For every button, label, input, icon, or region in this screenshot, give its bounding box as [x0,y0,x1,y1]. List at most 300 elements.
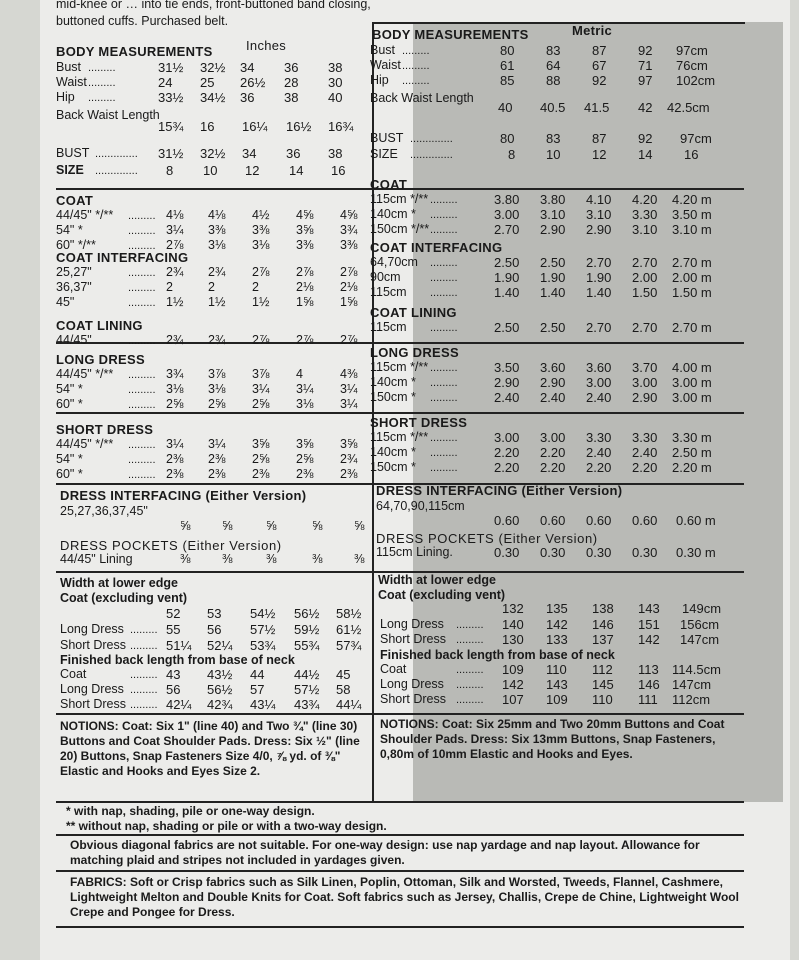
row-value: 55¾ [294,638,320,653]
row-value: 1½ [166,295,184,309]
row-value: 3.00 [494,207,520,222]
value: ⅜ [266,552,277,566]
leader-dots: ......... [456,679,484,691]
row-value: 44 [250,667,265,682]
value: 149cm [682,601,722,616]
value: 97cm [680,131,712,146]
section-title: COAT [56,193,94,208]
value: 53 [207,606,222,621]
row-value: 2⅝ [208,397,226,411]
row-value: 2⅛ [296,280,314,294]
value: 0.30 m [676,545,716,560]
row-value: 2.90 [586,222,612,237]
row-value: 2⅝ [252,452,270,466]
row-value: 44¼ [336,697,362,712]
leader-dots: ......... [88,92,116,104]
row-value: 2.40 [586,445,612,460]
label: BUST [370,131,404,145]
row-label: 115cm [370,320,407,334]
row-value: 57 [250,682,265,697]
leader-dots: ......... [128,225,156,237]
row-value: 2⅜ [296,467,314,481]
row-value: 3.30 [632,207,658,222]
section-title: COAT [370,177,408,192]
section-title: SHORT DRESS [370,415,468,430]
leader-dots: ......... [128,267,156,279]
section-title: COAT INTERFACING [370,240,503,255]
label: 44/45" Lining [60,552,133,566]
row-value: 2⅞ [296,333,314,347]
row-label: Long Dress [60,682,124,696]
row-value: 2.50 [540,255,566,270]
row-label: 64,70cm [370,255,418,269]
row-value: 2.20 [540,445,566,460]
row-value: 2⅜ [208,467,226,481]
row-value: 3.80 [540,192,566,207]
leader-dots: ......... [430,272,458,284]
row-value: 83 [546,43,561,58]
value: 54½ [250,606,276,621]
fabrics-list: FABRICS: Soft or Crisp fabrics such as Silk Linen, Poplin, Ottoman, Silk and Worsted, Tweeds, Flannel, Cashmere, Lightweight Melton and Double Knits for Coat. Soft fabrics such as Jersey, Challis, Crepe de Chine, Lightweight Wool Crepe and Pongee for Dress. [70,875,739,919]
row-value: 137 [592,632,614,647]
value: 42.5cm [667,100,710,115]
row-value: 80 [500,43,515,58]
leader-dots: ......... [430,392,458,404]
row-label: 54" * [56,382,83,396]
inches-body-heading: BODY MEASUREMENTS [56,44,213,59]
row-label: Short Dress [380,632,446,646]
row-label: 150cm */** [370,222,430,236]
row-value: 58 [336,682,351,697]
value: ⅝ [180,519,191,533]
value: 36 [286,146,301,161]
value: ⅜ [180,552,191,566]
row-value: 3.30 m [672,430,712,445]
row-label: 36,37" [56,280,92,294]
value: 0.60 [540,513,566,528]
row-value: 59½ [294,622,320,637]
row-label: 150cm * [370,460,416,474]
row-value: 109 [502,662,524,677]
row-value: 3⅞ [252,367,270,381]
row-value: 97cm [676,43,708,58]
row-value: 43 [166,667,181,682]
row-label: 25,27" [56,265,92,279]
row-value: 2¾ [208,333,226,347]
row-value: 111 [638,692,658,707]
inches-width-title: Width at lower edge [60,576,178,590]
row-value: 2.00 m [672,270,712,285]
metric-unit-label: Metric [572,23,613,38]
row-value: 3¼ [252,382,270,396]
leader-dots: ......... [456,694,484,706]
value: 0.30 [494,545,520,560]
section-title: COAT INTERFACING [56,250,189,265]
row-value: 53¾ [250,638,276,653]
row-value: 114.5cm [672,662,721,677]
row-value: 151 [638,617,660,632]
value: 41.5 [584,100,610,115]
leader-dots: ......... [128,369,156,381]
row-value: 2⅜ [208,452,226,466]
leader-dots: ......... [430,362,458,374]
row-value: 110 [546,662,567,677]
leader-dots: ......... [128,384,156,396]
value: 12 [592,147,607,162]
row-value: 3⅜ [296,238,314,252]
row-value: 146 [592,617,614,632]
row-label: 45" [56,295,75,309]
row-value: 2 [252,280,259,294]
rule-fabrics [56,870,744,872]
value: 0.60 [494,513,520,528]
row-value: 2.20 [586,460,612,475]
metric-dress-interfacing-title: DRESS INTERFACING (Either Version) [376,483,623,498]
row-value: 3¾ [340,223,358,237]
row-value: 2 [166,280,173,294]
row-value: 142 [638,632,660,647]
row-value: 56½ [207,682,233,697]
row-value: 56 [166,682,181,697]
value: 14 [289,163,304,178]
row-value: 2.70 [586,255,612,270]
row-value: 43¼ [250,697,276,712]
row-value: 3⅝ [340,437,358,451]
row-value: 45 [336,667,351,682]
row-value: 3⅜ [208,223,226,237]
row-value: 133 [546,632,568,647]
value: 14 [638,147,653,162]
row-value: 1.50 m [672,285,712,300]
row-value: 97 [638,73,653,88]
row-value: 3.30 [586,430,612,445]
value: 31½ [158,146,184,161]
row-label: 44/45" [56,333,92,347]
row-value: 2.40 [540,390,566,405]
row-value: 2⅜ [166,467,184,481]
row-label: 54" * [56,452,83,466]
rule-notions [56,713,744,715]
row-value: 145 [592,677,614,692]
row-value: 76cm [676,58,708,73]
row-value: 2⅝ [296,452,314,466]
rule-bottom [56,926,744,928]
value: 10 [546,147,561,162]
row-label: 60" * [56,397,83,411]
value: 16 [331,163,346,178]
rule-footnotes [56,801,744,803]
row-value: 2⅞ [252,265,270,279]
leader-dots: ......... [430,257,458,269]
row-value: 1.40 [586,285,612,300]
leader-dots: ......... [430,447,458,459]
row-value: 24 [158,75,173,90]
row-value: 3.10 [586,207,612,222]
leader-dots: ......... [130,669,158,681]
metric-width-title: Width at lower edge [378,573,496,587]
row-value: 67 [592,58,607,73]
row-value: 2⅞ [166,238,184,252]
row-label: 140cm * [370,375,416,389]
value: 8 [508,147,516,162]
row-value: 1⅝ [340,295,358,309]
rule-short-dress [56,412,744,414]
row-value: 140 [502,617,524,632]
row-value: 3¼ [340,382,358,396]
row-label: Coat [380,662,407,676]
row-value: 1.50 [632,285,658,300]
row-value: 146 [638,677,660,692]
row-label: 44/45" */** [56,437,114,451]
value: 87 [592,131,607,146]
row-value: 102cm [676,73,716,88]
row-value: 2.50 [494,255,520,270]
label: SIZE [370,147,398,161]
footnote-without-nap: ** without nap, shading or pile or with a two-way design. [66,819,387,833]
row-value: 2.50 m [672,445,712,460]
row-value: 43¾ [294,697,320,712]
row-value: 2.50 [494,320,520,335]
value: 135 [546,601,568,616]
row-label: 115cm */** [370,430,429,444]
row-value: 1.90 [494,270,520,285]
leader-dots: ......... [88,77,116,89]
row-value: 38 [328,60,343,75]
value: 16 [200,119,215,134]
row-value: 64 [546,58,561,73]
row-value: 3.60 [586,360,612,375]
metric-back-length-title: Finished back length from base of neck [380,648,615,662]
value: 10 [203,163,218,178]
row-value: 88 [546,73,561,88]
section-title: COAT LINING [56,318,143,333]
value: ⅝ [266,519,277,533]
rule-long-dress [56,342,744,344]
label: 115cm Lining. [376,545,453,559]
inches-back-waist-label: Back Waist Length [56,108,160,122]
row-value: 4.20 m [672,192,712,207]
row-value: 2⅛ [340,280,358,294]
leader-dots: ......... [128,335,156,347]
row-label: 44/45" */** [56,208,114,222]
row-value: 107 [502,692,524,707]
row-value: 4⅛ [166,208,184,222]
metric-coat-excl-label: Coat (excluding vent) [378,588,506,602]
value: 16¼ [242,119,268,134]
leader-dots: ......... [128,240,156,252]
value: 83 [546,131,561,146]
leader-dots: ......... [128,469,156,481]
row-value: 34½ [200,90,226,105]
row-value: 43½ [207,667,233,682]
row-value: 4½ [252,208,270,222]
row-value: 2⅞ [252,333,270,347]
row-value: 2⅞ [340,333,358,347]
row-value: 3⅜ [340,238,358,252]
value: 58½ [336,606,362,621]
value: 138 [592,601,614,616]
row-value: 2.70 [632,320,658,335]
row-value: 3.10 [632,222,658,237]
row-value: 3¼ [166,223,184,237]
row-value: 147cm [672,677,712,692]
leader-dots: ......... [128,297,156,309]
row-value: 142 [546,617,568,632]
row-value: 112 [592,662,613,677]
row-value: 2.40 [586,390,612,405]
row-value: 3.10 m [672,222,712,237]
row-value: 112cm [672,692,711,707]
row-value: 61½ [336,622,362,637]
leader-dots: ......... [402,45,430,57]
value: 0.30 [632,545,658,560]
row-value: 2.40 [632,445,658,460]
row-label: 115cm */** [370,192,429,206]
row-value: 2¾ [166,265,184,279]
leader-dots: ......... [130,699,158,711]
row-value: 130 [502,632,524,647]
row-label: Bust [370,43,396,57]
row-value: 2.90 [632,390,658,405]
row-value: 2.50 [540,320,566,335]
value: 32½ [200,146,226,161]
label: BUST [56,146,90,160]
row-value: 2.90 [540,222,566,237]
row-value: 3.10 [540,207,566,222]
value: 0.60 m [676,513,716,528]
value: ⅜ [222,552,233,566]
row-value: 3⅝ [296,437,314,451]
row-label: Bust [56,60,82,74]
row-value: 3.30 [632,430,658,445]
value: 56½ [294,606,320,621]
row-value: 36 [284,60,299,75]
value: 8 [166,163,174,178]
row-value: 28 [284,75,299,90]
value: 42 [638,100,653,115]
value: 0.30 [540,545,566,560]
row-value: 3.50 m [672,207,712,222]
value: 40.5 [540,100,566,115]
row-label: 115cm */** [370,360,429,374]
inches-coat-excl-label: Coat (excluding vent) [60,591,188,605]
value: ⅜ [312,552,323,566]
value: 0.30 [586,545,612,560]
section-title: SHORT DRESS [56,422,154,437]
row-value: 143 [546,677,568,692]
row-value: 2⅞ [296,265,314,279]
row-value: 3.60 [540,360,566,375]
rule-fabric-note [56,834,744,836]
row-value: 4⅝ [340,208,358,222]
leader-dots: ......... [430,194,458,206]
row-value: 3⅛ [252,238,270,252]
row-label: 90cm [370,270,401,284]
row-label: Long Dress [60,622,124,636]
leader-dots: ......... [130,684,158,696]
leader-dots: ......... [456,619,484,631]
row-value: 3.00 m [672,375,712,390]
row-value: 51¼ [166,638,192,653]
row-value: 2⅞ [340,265,358,279]
leader-dots: ......... [430,432,458,444]
row-value: 57½ [294,682,320,697]
row-value: 2¾ [340,452,358,466]
value: 52 [166,606,181,621]
row-value: 3¼ [166,437,184,451]
inches-dress-interfacing-widths: 25,27,36,37,45" [60,504,148,518]
leader-dots: ......... [128,399,156,411]
row-label: 60" * [56,467,83,481]
value: 40 [498,100,513,115]
fabric-note: Obvious diagonal fabrics are not suitable. For one-way design: use nap yardage and nap layout. Allowance for matching plaid and stripes not included in yardages given. [70,838,700,867]
row-value: 2⅜ [340,467,358,481]
row-value: 3⅝ [296,223,314,237]
row-value: 38 [284,90,299,105]
row-value: 3⅛ [296,397,314,411]
row-value: 3⅛ [166,382,184,396]
row-value: 4.00 m [672,360,712,375]
value: 38 [328,146,343,161]
value: 16½ [286,119,312,134]
row-value: 87 [592,43,607,58]
leader-dots: ......... [430,462,458,474]
row-value: 3.00 [540,430,566,445]
row-value: 3.00 [632,375,658,390]
row-value: 1⅝ [296,295,314,309]
row-value: 30 [328,75,343,90]
row-value: 92 [592,73,607,88]
row-value: 2.00 [632,270,658,285]
row-value: 61 [500,58,515,73]
row-value: 1½ [252,295,270,309]
leader-dots: ......... [430,224,458,236]
row-value: 3⅞ [208,367,226,381]
value: ⅝ [312,519,323,533]
row-value: 92 [638,43,653,58]
row-value: 1.40 [540,285,566,300]
row-value: 2¾ [166,333,184,347]
row-value: 4.10 [586,192,612,207]
row-value: 4 [296,367,303,381]
intro-line-1: mid-knee or … into tie ends, front-buttoned band closing, [56,0,371,11]
leader-dots: ......... [128,454,156,466]
row-value: 113 [638,662,659,677]
row-value: 2.90 [494,375,520,390]
row-value: 3⅜ [252,223,270,237]
row-value: 42¼ [166,697,192,712]
leader-dots: ......... [456,634,484,646]
row-value: 109 [546,692,568,707]
row-label: Short Dress [60,638,126,652]
row-label: 60" */** [56,238,96,252]
row-value: 2 [208,280,215,294]
value: 12 [245,163,260,178]
row-value: 3⅛ [208,238,226,252]
leader-dots: ......... [128,439,156,451]
row-value: 3.70 [632,360,658,375]
row-label: Waist [370,58,401,72]
row-value: 56 [207,622,222,637]
row-label: Short Dress [380,692,446,706]
leader-dots: ......... [402,60,430,72]
row-label: Short Dress [60,697,126,711]
leader-dots: ......... [430,287,458,299]
value: 15¾ [158,119,184,134]
inches-back-length-title: Finished back length from base of neck [60,653,295,667]
value: ⅝ [222,519,233,533]
row-value: 26½ [240,75,266,90]
